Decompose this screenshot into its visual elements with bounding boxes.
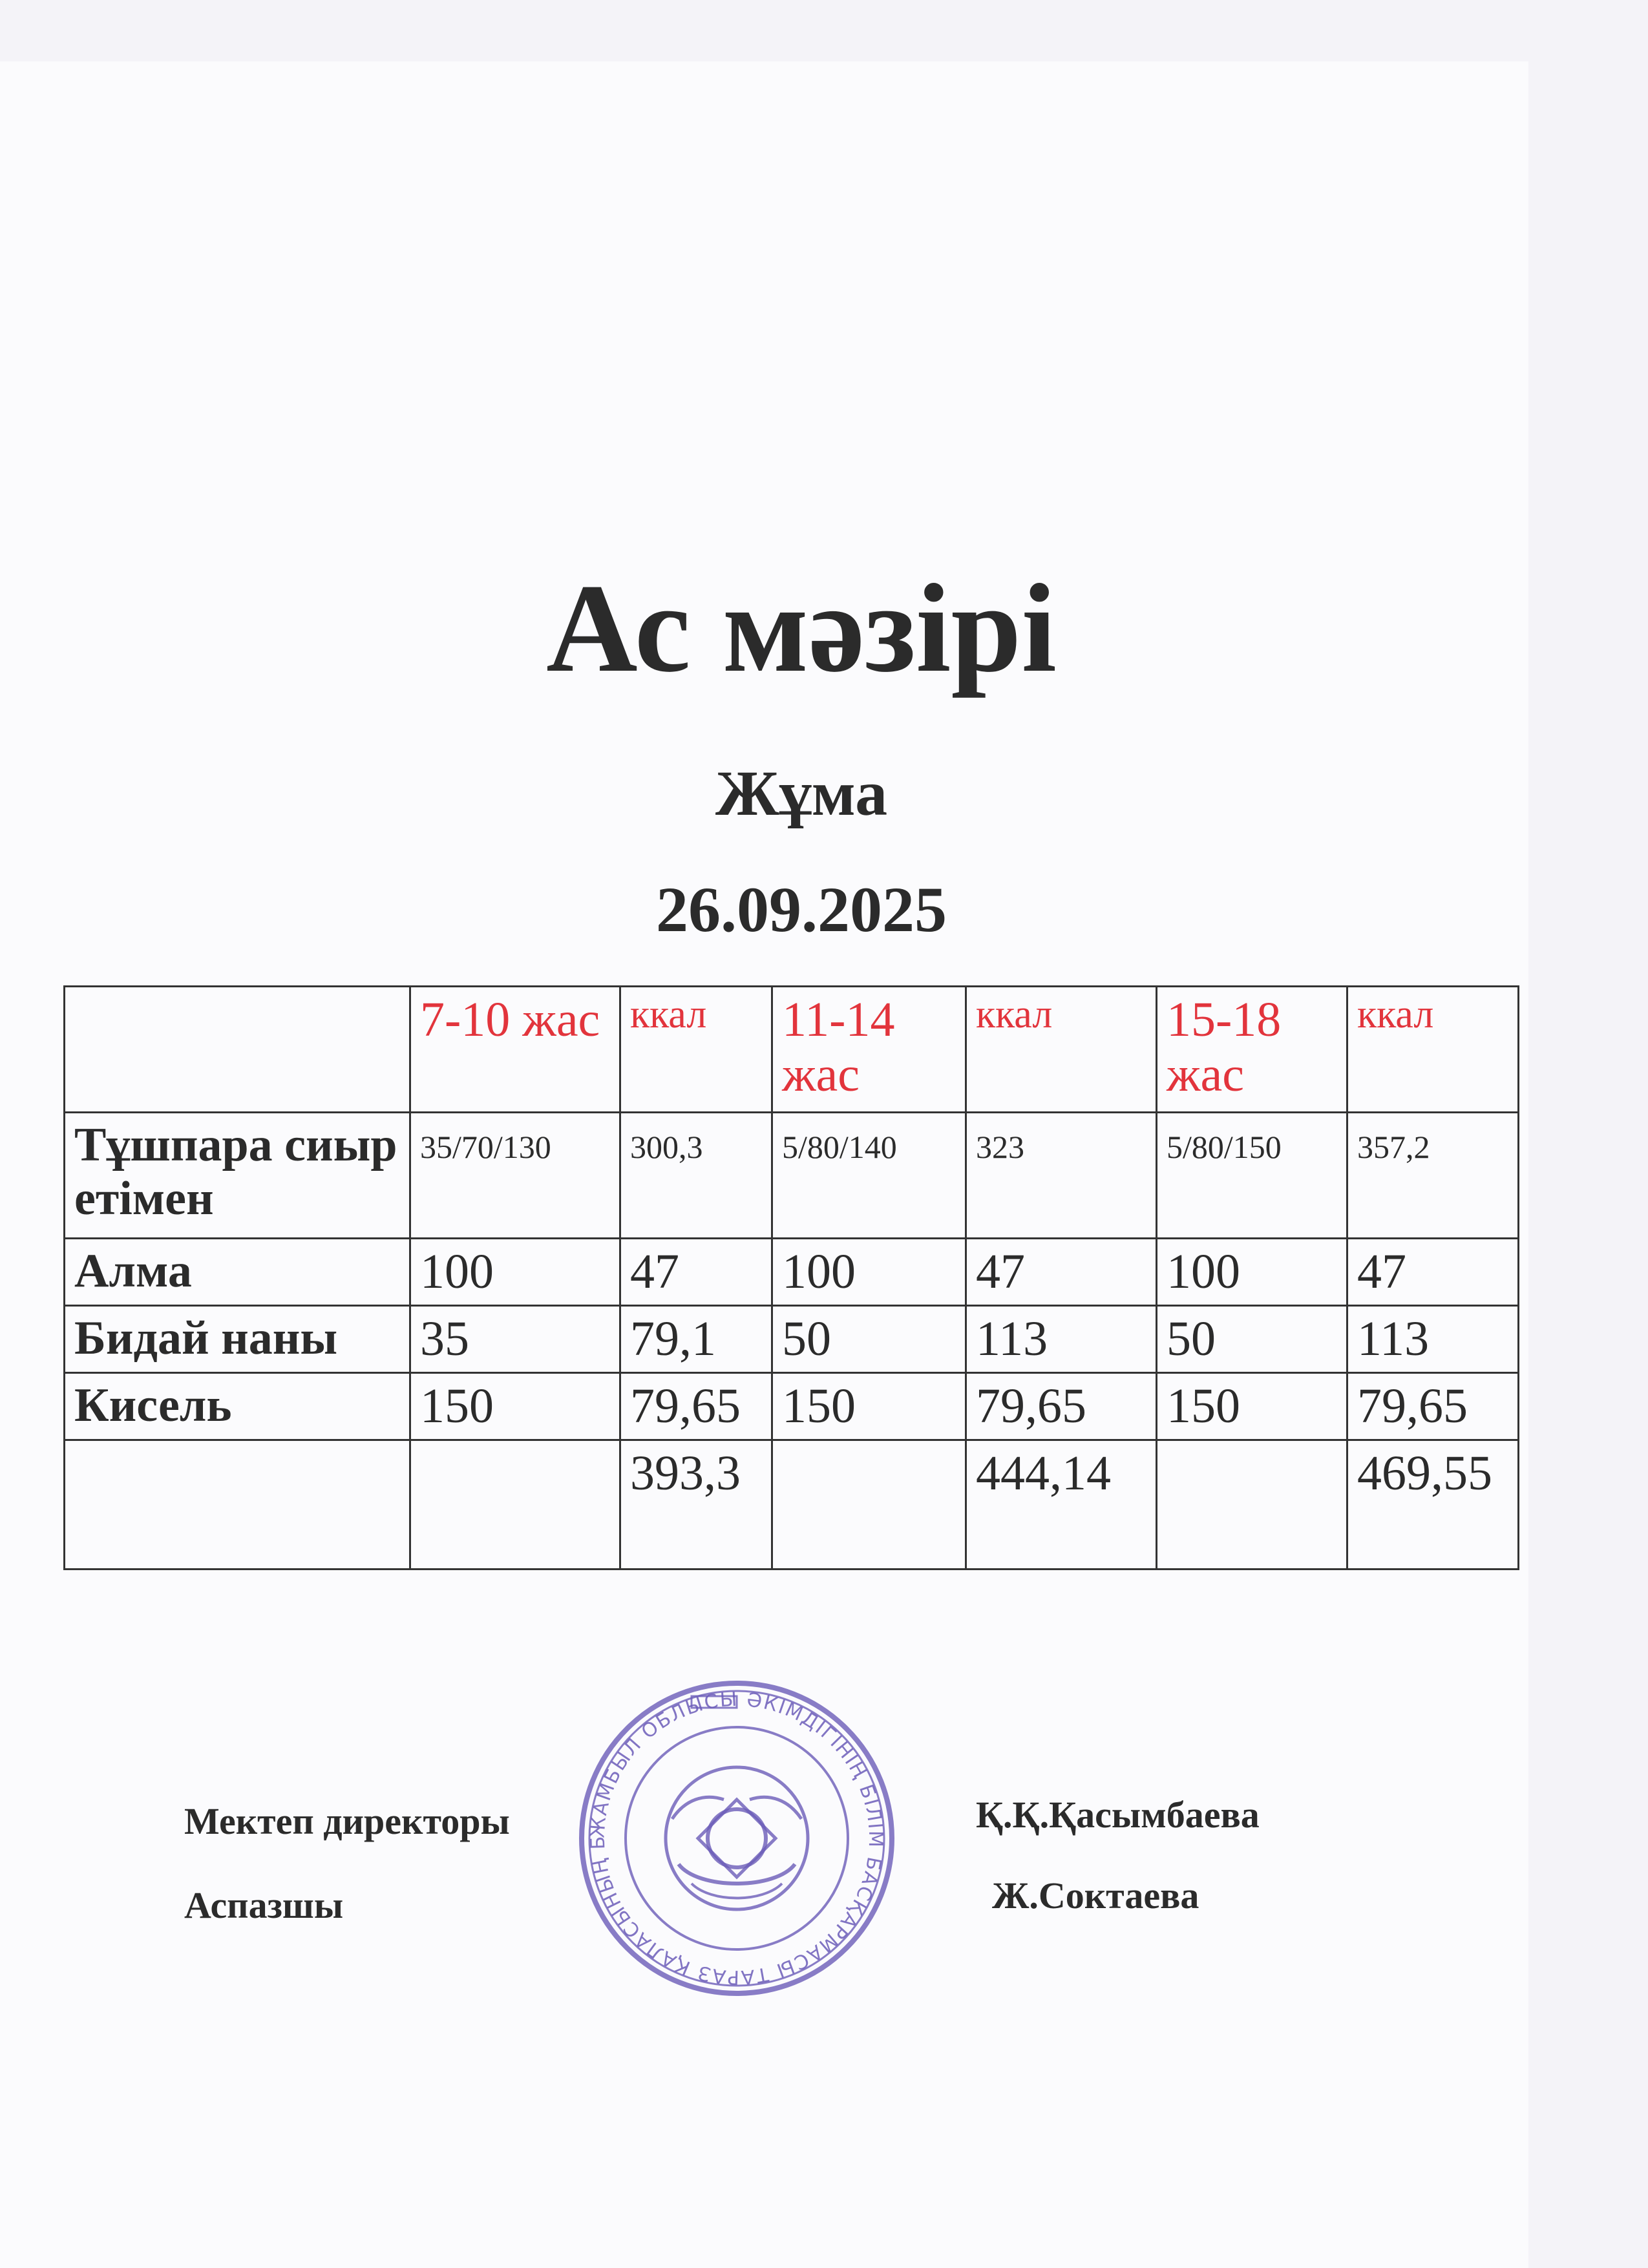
table-cell: 47 (620, 1239, 772, 1306)
table-cell (772, 1440, 966, 1570)
dish-name: Алма (65, 1239, 410, 1306)
header-cell-kcal: ккал (620, 987, 772, 1113)
cook-label: Аспазшы (184, 1884, 344, 1926)
table-row (65, 1306, 1519, 1373)
menu-table (63, 985, 1519, 1570)
table-cell: 35/70/130 (410, 1113, 620, 1239)
table-header-row (65, 987, 1519, 1113)
table-cell: 150 (772, 1373, 966, 1440)
table-row (65, 1113, 1519, 1239)
dish-name: Кисель (65, 1373, 410, 1440)
total-kcal-15-18: 469,55 (1347, 1440, 1519, 1570)
table-cell: 79,1 (620, 1306, 772, 1373)
official-stamp (575, 1670, 898, 2006)
table-cell: 100 (1157, 1239, 1347, 1306)
document-title: Ас мәзірі (546, 558, 1057, 698)
header-cell-age-7-10: 7-10 жас (410, 987, 620, 1113)
day-of-week: Жұма (715, 757, 888, 829)
header-cell-kcal: ккал (966, 987, 1157, 1113)
table-row (65, 1373, 1519, 1440)
director-name: Қ.Қ.Қасымбаева (976, 1794, 1260, 1836)
dish-name: Тұшпара сиыр етімен (65, 1113, 410, 1239)
svg-text:ЖАМБЫЛ ОБЛЫСЫ ӘКІМДІГІНІҢ БІЛІ: ЖАМБЫЛ ОБЛЫСЫ ӘКІМДІГІНІҢ БІЛІМ БАСҚАРМАСЫ ТАРАЗ ҚАЛАСЫНЫҢ Б (586, 1688, 887, 1989)
table-cell: 47 (1347, 1239, 1519, 1306)
table-cell: 35 (410, 1306, 620, 1373)
table-cell: 79,65 (966, 1373, 1157, 1440)
table-row (65, 1239, 1519, 1306)
cook-name: Ж.Соктаева (992, 1874, 1199, 1916)
stamp-seal-icon (575, 1670, 898, 2006)
table-cell: 300,3 (620, 1113, 772, 1239)
table-cell: 100 (772, 1239, 966, 1306)
table-cell: 357,2 (1347, 1113, 1519, 1239)
header-cell (65, 987, 410, 1113)
table-cell: 5/80/150 (1157, 1113, 1347, 1239)
table-cell: 50 (1157, 1306, 1347, 1373)
header-cell-kcal: ккал (1347, 987, 1519, 1113)
table-cell (410, 1440, 620, 1570)
table-cell: 79,65 (1347, 1373, 1519, 1440)
totals-row (65, 1440, 1519, 1570)
table-cell (65, 1440, 410, 1570)
dish-name: Бидай наны (65, 1306, 410, 1373)
header-cell-age-15-18: 15-18 жас (1157, 987, 1347, 1113)
table-cell: 50 (772, 1306, 966, 1373)
total-kcal-11-14: 444,14 (966, 1440, 1157, 1570)
director-label: Мектеп директоры (184, 1800, 510, 1842)
menu-date: 26.09.2025 (656, 874, 947, 945)
table-cell: 113 (1347, 1306, 1519, 1373)
table-cell: 150 (410, 1373, 620, 1440)
header-cell-age-11-14: 11-14 жас (772, 987, 966, 1113)
table-cell: 79,65 (620, 1373, 772, 1440)
table-cell: 150 (1157, 1373, 1347, 1440)
table-cell: 113 (966, 1306, 1157, 1373)
total-kcal-7-10: 393,3 (620, 1440, 772, 1570)
table-cell: 323 (966, 1113, 1157, 1239)
table-cell (1157, 1440, 1347, 1570)
table-cell: 5/80/140 (772, 1113, 966, 1239)
table-cell: 100 (410, 1239, 620, 1306)
table-cell: 47 (966, 1239, 1157, 1306)
